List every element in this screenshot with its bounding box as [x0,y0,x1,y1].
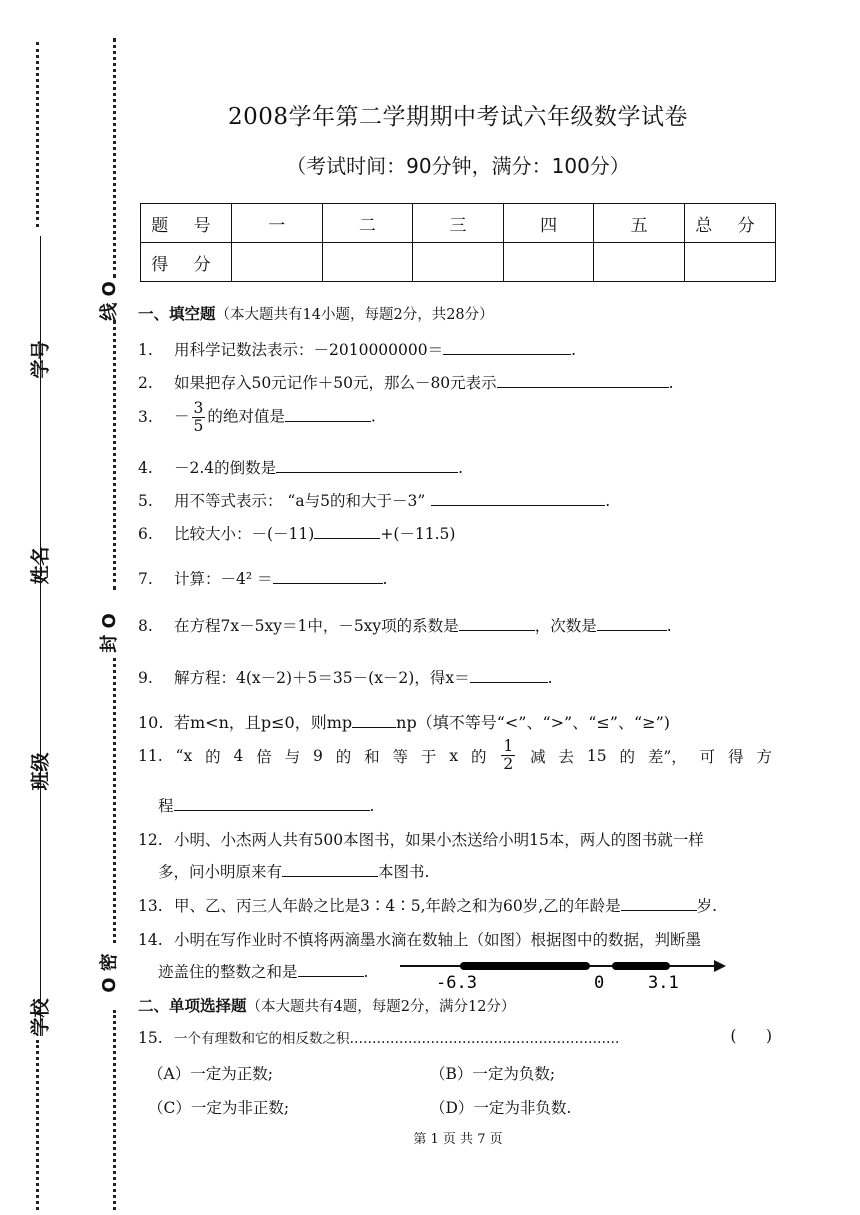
question-text: －2.4的倒数是 [174,459,277,477]
question-number: 14. [138,931,163,949]
number-line-figure [398,954,728,994]
question-word: 4 [233,746,244,765]
section-1-heading [138,302,494,324]
question-text: 若m<n，且p≤0，则mp [174,713,353,732]
section-1-note: （本大题共有14小题，每题2分，共28分） [215,307,494,323]
option-b[interactable]: （B）一定为负数; [430,1065,556,1083]
question-word: 得 [728,747,744,766]
question-number: 8. [138,617,153,635]
score-cell[interactable] [322,243,413,282]
question-end: 本图书. [378,863,430,881]
exam-title: 2008学年第二学期期中考试六年级数学试卷 [227,104,689,130]
question-end: . [571,341,577,359]
score-row-label: 得 分 [141,243,232,282]
question-sign: － [174,407,190,426]
margin-dotted-line-left-bottom [36,1040,39,1210]
margin-dotted-line-right-1 [113,38,116,278]
question-word: 去 [558,747,574,766]
question-word: 与 [284,747,301,766]
fraction-numerator: 1 [503,737,514,755]
answer-blank[interactable] [431,490,605,506]
question-number: 9. [138,669,153,687]
question-4 [138,456,463,478]
question-word: 的 [470,747,487,766]
score-header-cell: 二 [322,204,413,243]
score-cell[interactable] [503,243,594,282]
question-word: 15 [586,746,607,765]
question-text: 计算：－4² ＝ [174,570,273,588]
question-2 [138,371,674,393]
question-end: 岁. [696,897,718,915]
margin-label-school: 学校 [29,998,52,1037]
question-word: x [449,746,459,765]
question-number: 13. [138,897,163,915]
ink-blot-right [612,962,670,970]
question-number: 12. [138,831,163,849]
question-number: 11. [138,746,163,765]
section-2-heading [138,994,515,1016]
answer-blank[interactable] [621,895,697,911]
question-end: . [605,492,611,510]
question-text-2: +(－11.5) [380,525,456,543]
question-word: 9 [313,746,323,765]
score-header-cell: 三 [413,204,504,243]
margin-label-student-id: 学号 [29,340,52,379]
question-8 [138,614,672,636]
ink-blot-left [460,962,590,970]
axis-label-pos: 3.1 [648,973,679,993]
question-12-line-2 [158,860,429,882]
question-number: 2. [138,374,153,392]
question-end: . [369,797,375,815]
score-table-score-row [141,243,776,282]
question-14 [138,928,701,950]
fraction [192,400,206,435]
score-header-cell: 五 [594,204,685,243]
question-word: 差”， [647,747,687,766]
question-9 [138,666,553,688]
question-11-line-1 [138,738,772,773]
question-12 [138,828,704,850]
section-2-title: 二、单项选择题 [138,997,247,1015]
question-word: 于 [420,747,437,766]
question-text: 迹盖住的整数之和是 [158,963,298,981]
question-11-line-2 [158,794,374,816]
answer-blank[interactable] [597,615,667,631]
question-number: 1. [138,341,153,359]
margin-dotted-line-right-4 [113,1010,116,1210]
question-word: 的 [619,747,635,766]
question-word: 可 [699,747,716,766]
question-5 [138,489,610,511]
score-cell[interactable] [231,243,322,282]
question-13 [138,894,717,916]
question-text-2: np（填不等号“<”、“>”、“≤”、“≥”) [396,713,670,732]
margin-seal-line: 线 O [98,281,120,321]
question-end: . [382,570,388,588]
margin-dotted-line-right-3 [113,658,116,943]
fraction-denominator: 5 [193,417,204,436]
answer-blank[interactable] [470,667,548,683]
option-a[interactable]: （A）一定为正数; [148,1065,273,1083]
question-end: . [666,617,672,635]
score-header-cell: 题 号 [141,204,232,243]
margin-label-class: 班级 [29,752,52,791]
question-text: 的绝对值是 [207,407,285,426]
section-1-title: 一、填空题 [138,305,216,323]
question-word: 和 [364,747,380,766]
question-text: 程 [158,797,174,815]
question-end: . [370,407,376,426]
score-table-header-row [141,204,776,243]
fraction-numerator: 3 [193,399,204,417]
question-word: 倍 [256,747,272,766]
margin-dotted-line-left-top [36,42,39,227]
option-d[interactable]: （D）一定为非负数. [430,1099,572,1117]
question-text: 小明、小杰两人共有500本图书，如果小杰送给小明15本，两人的图书就一样 [174,831,704,849]
question-word: 的 [205,747,221,766]
answer-blank[interactable] [314,523,380,539]
question-end: . [363,963,369,981]
question-text-mid: ，次数是 [534,617,597,635]
question-word: 方 [756,747,772,766]
question-7 [138,567,387,589]
answer-blank[interactable] [273,568,383,584]
axis-label-neg: -6.3 [436,973,477,993]
question-text: 多，问小明原来有 [158,863,283,881]
question-end: . [458,459,464,477]
question-number: 4. [138,459,153,477]
answer-blank[interactable] [497,372,669,388]
answer-paren[interactable]: ( ) [730,1027,772,1045]
question-text: 小明在写作业时不慎将两滴墨水滴在数轴上（如图）根据图中的数据，判断墨 [174,931,702,949]
page-footer: 第 1 页 共 7 页 [413,1132,503,1147]
question-word: “x [175,746,193,765]
fraction [501,738,515,773]
margin-seal-seal: 封 O [98,613,120,653]
score-cell[interactable] [413,243,504,282]
question-number: 7. [138,570,153,588]
answer-blank[interactable] [174,795,370,811]
question-end: . [547,669,553,687]
question-number: 5. [138,492,153,510]
question-text: 比较大小：－(－11) [174,525,315,543]
question-number: 15. [138,1029,163,1047]
score-header-cell: 四 [503,204,594,243]
margin-seal-secret: O 密 [98,953,120,993]
question-word: 减 [530,747,546,766]
question-6 [138,522,455,544]
axis-label-zero: 0 [594,973,605,993]
question-word: 等 [392,747,409,766]
answer-blank[interactable] [459,615,535,631]
answer-blank[interactable] [282,861,378,877]
question-number: 6. [138,525,153,543]
score-header-cell: 一 [231,204,322,243]
score-table [140,203,776,282]
number-line-arrow [714,960,726,972]
answer-blank[interactable] [276,457,458,473]
fraction-denominator: 2 [503,755,514,774]
section-2-note: （本大题共有4题，每题2分，满分12分） [246,999,516,1015]
answer-blank[interactable] [285,406,371,422]
score-cell[interactable] [594,243,685,282]
answer-blank[interactable] [443,339,571,355]
question-text: 在方程7x－5xy＝1中，－5xy项的系数是 [174,617,459,635]
question-text: 用科学记数法表示：－2010000000＝ [174,341,444,359]
question-text: 如果把存入50元记作＋50元，那么－80元表示 [174,374,497,392]
margin-dotted-line-right-2 [113,320,116,590]
exam-subtitle: （考试时间：90分钟，满分：100分） [286,154,630,178]
question-number: 10. [138,713,164,732]
answer-blank[interactable] [298,961,364,977]
question-number: 3. [138,407,153,426]
question-3 [138,400,376,435]
answer-blank[interactable] [352,712,396,728]
margin-label-name: 姓名 [29,546,52,585]
question-15 [138,1027,772,1047]
question-end: . [668,374,674,392]
question-text: 甲、乙、丙三人年龄之比是3∶4∶5,年龄之和为60岁,乙的年龄是 [174,897,621,915]
score-cell[interactable] [684,243,775,282]
question-text: 解方程：4(x－2)＋5＝35－(x－2)，得x＝ [174,669,470,687]
question-text: 用不等式表示： “a与5的和大于－3” [174,492,426,510]
question-word: 的 [335,747,352,766]
question-10 [138,710,670,733]
question-text: 一个有理数和它的相反数之积…………………………………………………… [174,1031,620,1047]
question-1 [138,338,576,360]
option-c[interactable]: （C）一定为非正数; [148,1099,290,1117]
score-header-cell: 总 分 [684,204,775,243]
